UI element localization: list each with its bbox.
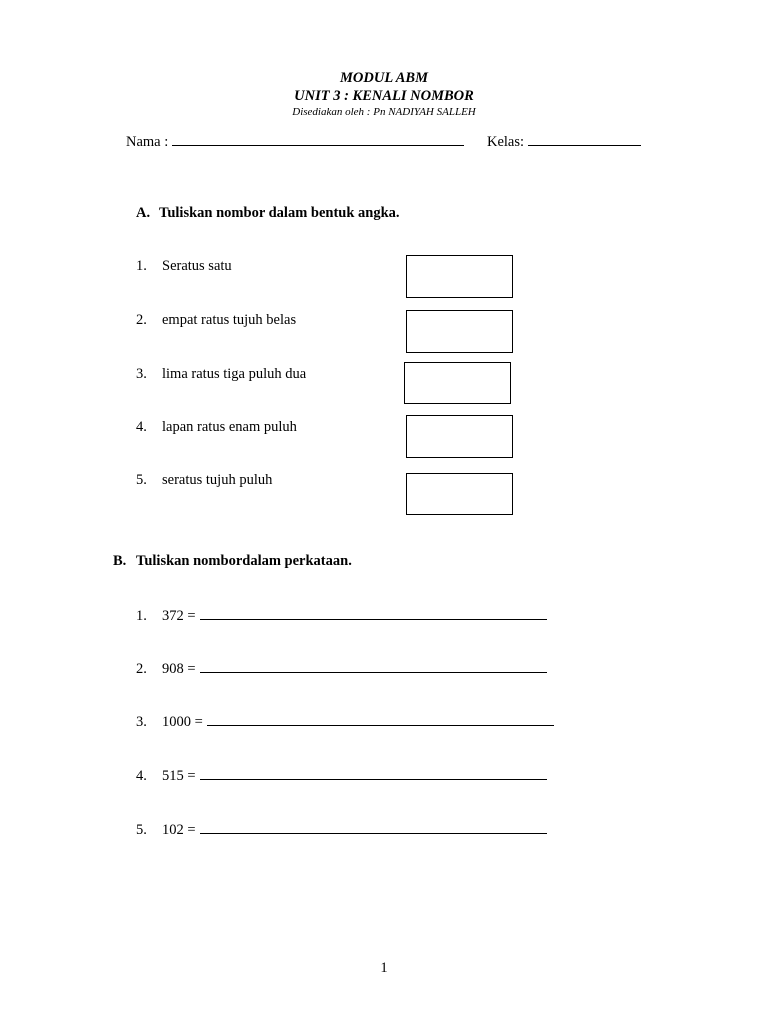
section-a-question	[136, 258, 232, 275]
section-b-question	[136, 713, 554, 731]
section-b-question	[136, 821, 547, 839]
answer-box[interactable]	[406, 310, 513, 353]
question-text: Seratus satu	[162, 258, 232, 274]
question-number: 3.	[136, 366, 147, 382]
question-number: 4.	[136, 419, 147, 435]
question-text: 102 =	[162, 822, 196, 838]
answer-line[interactable]	[200, 607, 547, 620]
question-text: lima ratus tiga puluh dua	[162, 366, 307, 382]
answer-box[interactable]	[406, 473, 513, 515]
question-text: 515 =	[162, 768, 196, 784]
answer-line[interactable]	[207, 713, 554, 726]
nama-field	[126, 133, 464, 151]
section-a-title	[136, 205, 400, 222]
question-number: 5.	[136, 472, 147, 488]
prepared-by: Disediakan oleh : Pn NADIYAH SALLEH	[292, 106, 476, 118]
answer-line[interactable]	[200, 821, 547, 834]
answer-line[interactable]	[200, 660, 547, 673]
section-b-title	[113, 553, 352, 570]
question-number: 4.	[136, 768, 147, 784]
section-b-question	[136, 767, 547, 785]
section-b-question	[136, 660, 547, 678]
question-number: 1.	[136, 608, 147, 624]
module-title: MODUL ABM	[340, 70, 428, 86]
question-number: 2.	[136, 661, 147, 677]
section-b-instruction: Tuliskan nombordalam perkataan.	[136, 553, 352, 569]
page-number: 1	[380, 960, 388, 976]
unit-title: UNIT 3 : KENALI NOMBOR	[294, 88, 474, 104]
section-a-instruction: Tuliskan nombor dalam bentuk angka.	[159, 205, 400, 221]
section-b-question	[136, 607, 547, 625]
section-a-letter: A.	[136, 205, 151, 221]
answer-box[interactable]	[404, 362, 511, 404]
question-text: 1000 =	[162, 714, 203, 730]
section-a-question	[136, 366, 306, 383]
section-b-letter: B.	[113, 553, 127, 569]
kelas-label: Kelas:	[487, 134, 525, 150]
question-text: empat ratus tujuh belas	[162, 312, 297, 328]
kelas-field	[487, 133, 641, 151]
section-a-question	[136, 312, 296, 329]
nama-blank-line[interactable]	[172, 133, 464, 146]
question-number: 1.	[136, 258, 147, 274]
question-text: 372 =	[162, 608, 196, 624]
question-number: 3.	[136, 714, 147, 730]
answer-line[interactable]	[200, 767, 547, 780]
question-text: seratus tujuh puluh	[162, 472, 273, 488]
section-a-question	[136, 472, 272, 489]
question-number: 5.	[136, 822, 147, 838]
nama-label: Nama :	[126, 134, 169, 150]
question-number: 2.	[136, 312, 147, 328]
question-text: 908 =	[162, 661, 196, 677]
answer-box[interactable]	[406, 415, 513, 458]
question-text: lapan ratus enam puluh	[162, 419, 297, 435]
kelas-blank-line[interactable]	[528, 133, 641, 146]
answer-box[interactable]	[406, 255, 513, 298]
section-a-question	[136, 419, 297, 436]
